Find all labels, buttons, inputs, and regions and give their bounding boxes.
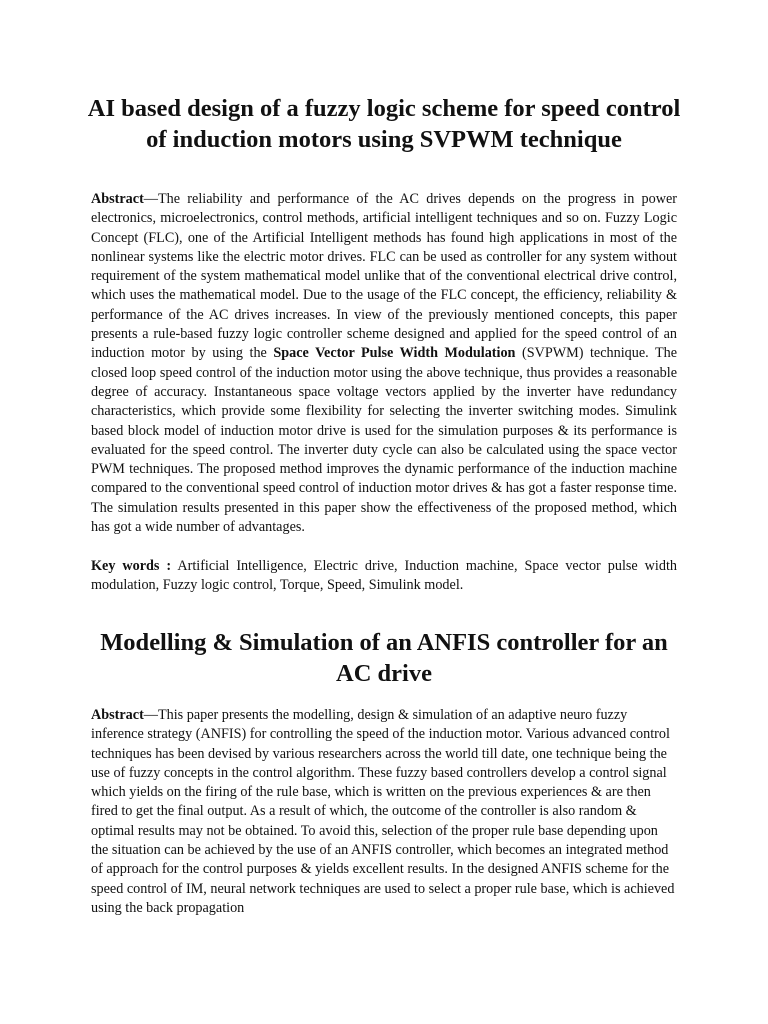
abstract-label-1: Abstract [91, 191, 144, 207]
abstract-dash-2: — [143, 707, 158, 723]
paper-title-1: AI based design of a fuzzy logic scheme for speed control of induction motors using SVPWM technique [87, 95, 681, 153]
abstract-text-1a: The reliability and performance of the AC drives depends on the progress in power electronics, microelectronics, control methods, artificial intelligent techniques and so on. Fuzzy Logic Concept (FLC), one of the Artificial Intelligent methods has found high applications in most of the nonlinear systems like the electric motor drives. FLC can be used as controller for any system without requirement of the system mathematical model unlike that of the conventional electrical drive control, which uses the mathematical model. Due to the usage of the FLC concept, the efficiency, reliability & performance of the AC drives increases. In view of the previously mentioned concepts, this paper presents a rule-based fuzzy logic controller scheme designed and applied for the speed control of an induction motor by using the [91, 191, 677, 362]
abstract-text-2: This paper presents the modelling, design & simulation of an adaptive neuro fuzzy inference strategy (ANFIS) for controlling the speed of the induction motor. Various advanced control techniques has been devised by various researchers across the world till date, one technique being the use of fuzzy concepts in the control algorithm. These fuzzy based controllers develop a control signal which yields on the firing of the rule base, which is written on the previous experiences & are then fired to get the final output. As a result of which, the outcome of the controller is also random & optimal results may not be obtained. To avoid this, selection of the proper rule base depending upon the situation can be achieved by the use of an ANFIS controller, which becomes an integrated method of approach for the control purposes & yields excellent results. In the designed ANFIS scheme for the speed control of IM, neural network techniques are used to select a proper rule base, which is achieved using the back propagation [91, 707, 675, 916]
keywords-paragraph [91, 557, 677, 596]
abstract-label-2: Abstract [91, 707, 144, 723]
abstract-bold-term: Space Vector Pulse Width Modulation [273, 345, 516, 362]
abstract-text-1b: (SVPWM) technique. The closed loop speed control of the induction motor using the above technique, thus provides a reasonable degree of accuracy. Instantaneous space voltage vectors applied by the inverter have redundancy characteristics, which provide some flexibility for selecting the inverter switching modes. Simulink based block model of induction motor drive is used for the simulation purposes & its performance is evaluated for the speed control. The inverter duty cycle can also be calculated using the space vector PWM techniques. The proposed method improves the dynamic performance of the induction machine compared to the conventional speed control of induction motor drives & has got a faster response time. The simulation results presented in this paper show the effectiveness of the proposed method, which has got a wide number of advantages. [91, 345, 677, 536]
keywords-label: Key words : [91, 558, 172, 574]
paper-title-2: Modelling & Simulation of an ANFIS controller for an AC drive [100, 629, 668, 687]
abstract-paragraph-1 [91, 190, 677, 537]
abstract-paragraph-2 [91, 706, 677, 918]
abstract-dash-1: — [143, 191, 158, 207]
keywords-text: Artificial Intelligence, Electric drive, Induction machine, Space vector pulse width modulation, Fuzzy logic control, Torque, Speed, Simulink model. [91, 558, 678, 594]
